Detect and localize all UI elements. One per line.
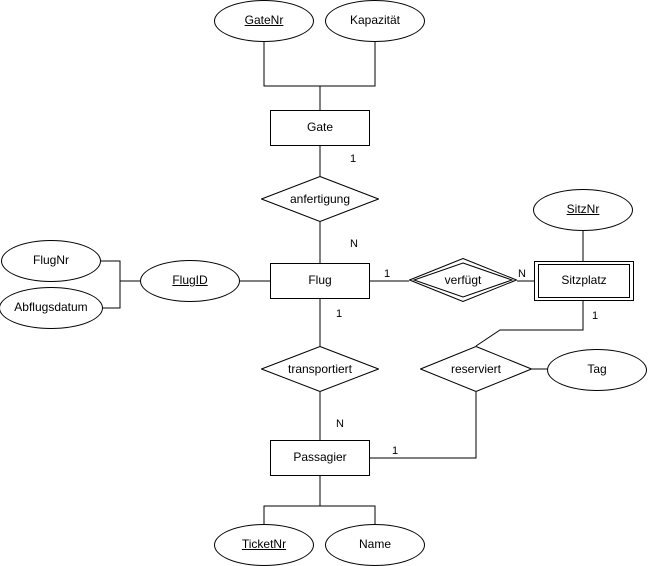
entity-sitzplatz-inner — [538, 264, 630, 298]
attribute-sitznr[interactable] — [533, 189, 633, 231]
relationship-verfuegt-shape — [409, 258, 517, 302]
connector-e-pass-name — [320, 506, 375, 524]
entity-passagier-label: Passagier — [293, 450, 347, 465]
attribute-gatenr-label: GateNr — [244, 13, 284, 28]
cardinality-card-sitz-1-down: 1 — [592, 310, 599, 322]
relationship-anfertigung-shape — [261, 176, 379, 222]
attribute-flugnr-label: FlugNr — [32, 253, 69, 268]
cardinality-card-pass-n: N — [336, 418, 344, 430]
relationship-anfertigung[interactable] — [261, 176, 379, 222]
cardinality-card-sitz-n: N — [518, 268, 526, 280]
attribute-name[interactable] — [325, 524, 425, 566]
entity-gate[interactable] — [270, 110, 370, 146]
connector-e-sitz-res — [476, 301, 583, 346]
relationship-anfertigung-label: anfertigung — [289, 192, 351, 206]
attribute-abflugsdatum-label: Abflugsdatum — [14, 300, 88, 315]
relationship-transportiert-label: transportiert — [287, 362, 353, 376]
attribute-flugid[interactable] — [140, 260, 240, 302]
cardinality-card-flug-1-right: 1 — [384, 268, 391, 280]
attribute-flugnr[interactable] — [1, 240, 101, 282]
attribute-abflugsdatum[interactable] — [0, 287, 103, 329]
entity-passagier[interactable] — [270, 440, 370, 476]
connector-e-abflug-flugid — [103, 281, 120, 308]
cardinality-card-flug-1-down: 1 — [336, 308, 343, 320]
relationship-reserviert-label: reserviert — [450, 362, 501, 376]
entity-gate-label: Gate — [306, 120, 333, 135]
attribute-tag-label: Tag — [587, 362, 607, 377]
cardinality-card-pass-1: 1 — [392, 445, 399, 457]
entity-flug-label: Flug — [308, 273, 332, 288]
connector-e-kap-gate — [320, 42, 375, 86]
attribute-sitznr-label: SitzNr — [566, 202, 600, 217]
cardinality-card-flug-n: N — [350, 238, 358, 250]
entity-sitzplatz[interactable] — [534, 261, 634, 301]
attribute-tag[interactable] — [547, 349, 647, 391]
attribute-kapazitaet[interactable] — [325, 0, 425, 42]
attribute-ticketnr[interactable] — [214, 524, 314, 566]
relationship-reserviert[interactable] — [420, 346, 532, 392]
entity-flug[interactable] — [270, 263, 370, 299]
connector-e-flugnr-flugid — [101, 261, 140, 281]
relationship-reserviert-shape — [420, 346, 532, 392]
entity-sitzplatz-label: Sitzplatz — [561, 273, 607, 288]
relationship-transportiert[interactable] — [261, 346, 379, 392]
attribute-gatenr[interactable] — [214, 0, 314, 42]
relationship-verfuegt[interactable] — [409, 258, 517, 302]
connector-e-gatenr-gate — [264, 42, 320, 110]
relationship-transportiert-shape — [261, 346, 379, 392]
attribute-name-label: Name — [358, 537, 391, 552]
attribute-kapazitaet-label: Kapazität — [349, 13, 401, 28]
attribute-flugid-label: FlugID — [172, 273, 208, 288]
cardinality-card-gate-1: 1 — [350, 153, 357, 165]
connector-e-res-pass — [370, 392, 476, 458]
connector-e-pass-ticket — [264, 476, 320, 524]
attribute-ticketnr-label: TicketNr — [241, 537, 287, 552]
relationship-verfuegt-label: verfügt — [444, 273, 482, 287]
